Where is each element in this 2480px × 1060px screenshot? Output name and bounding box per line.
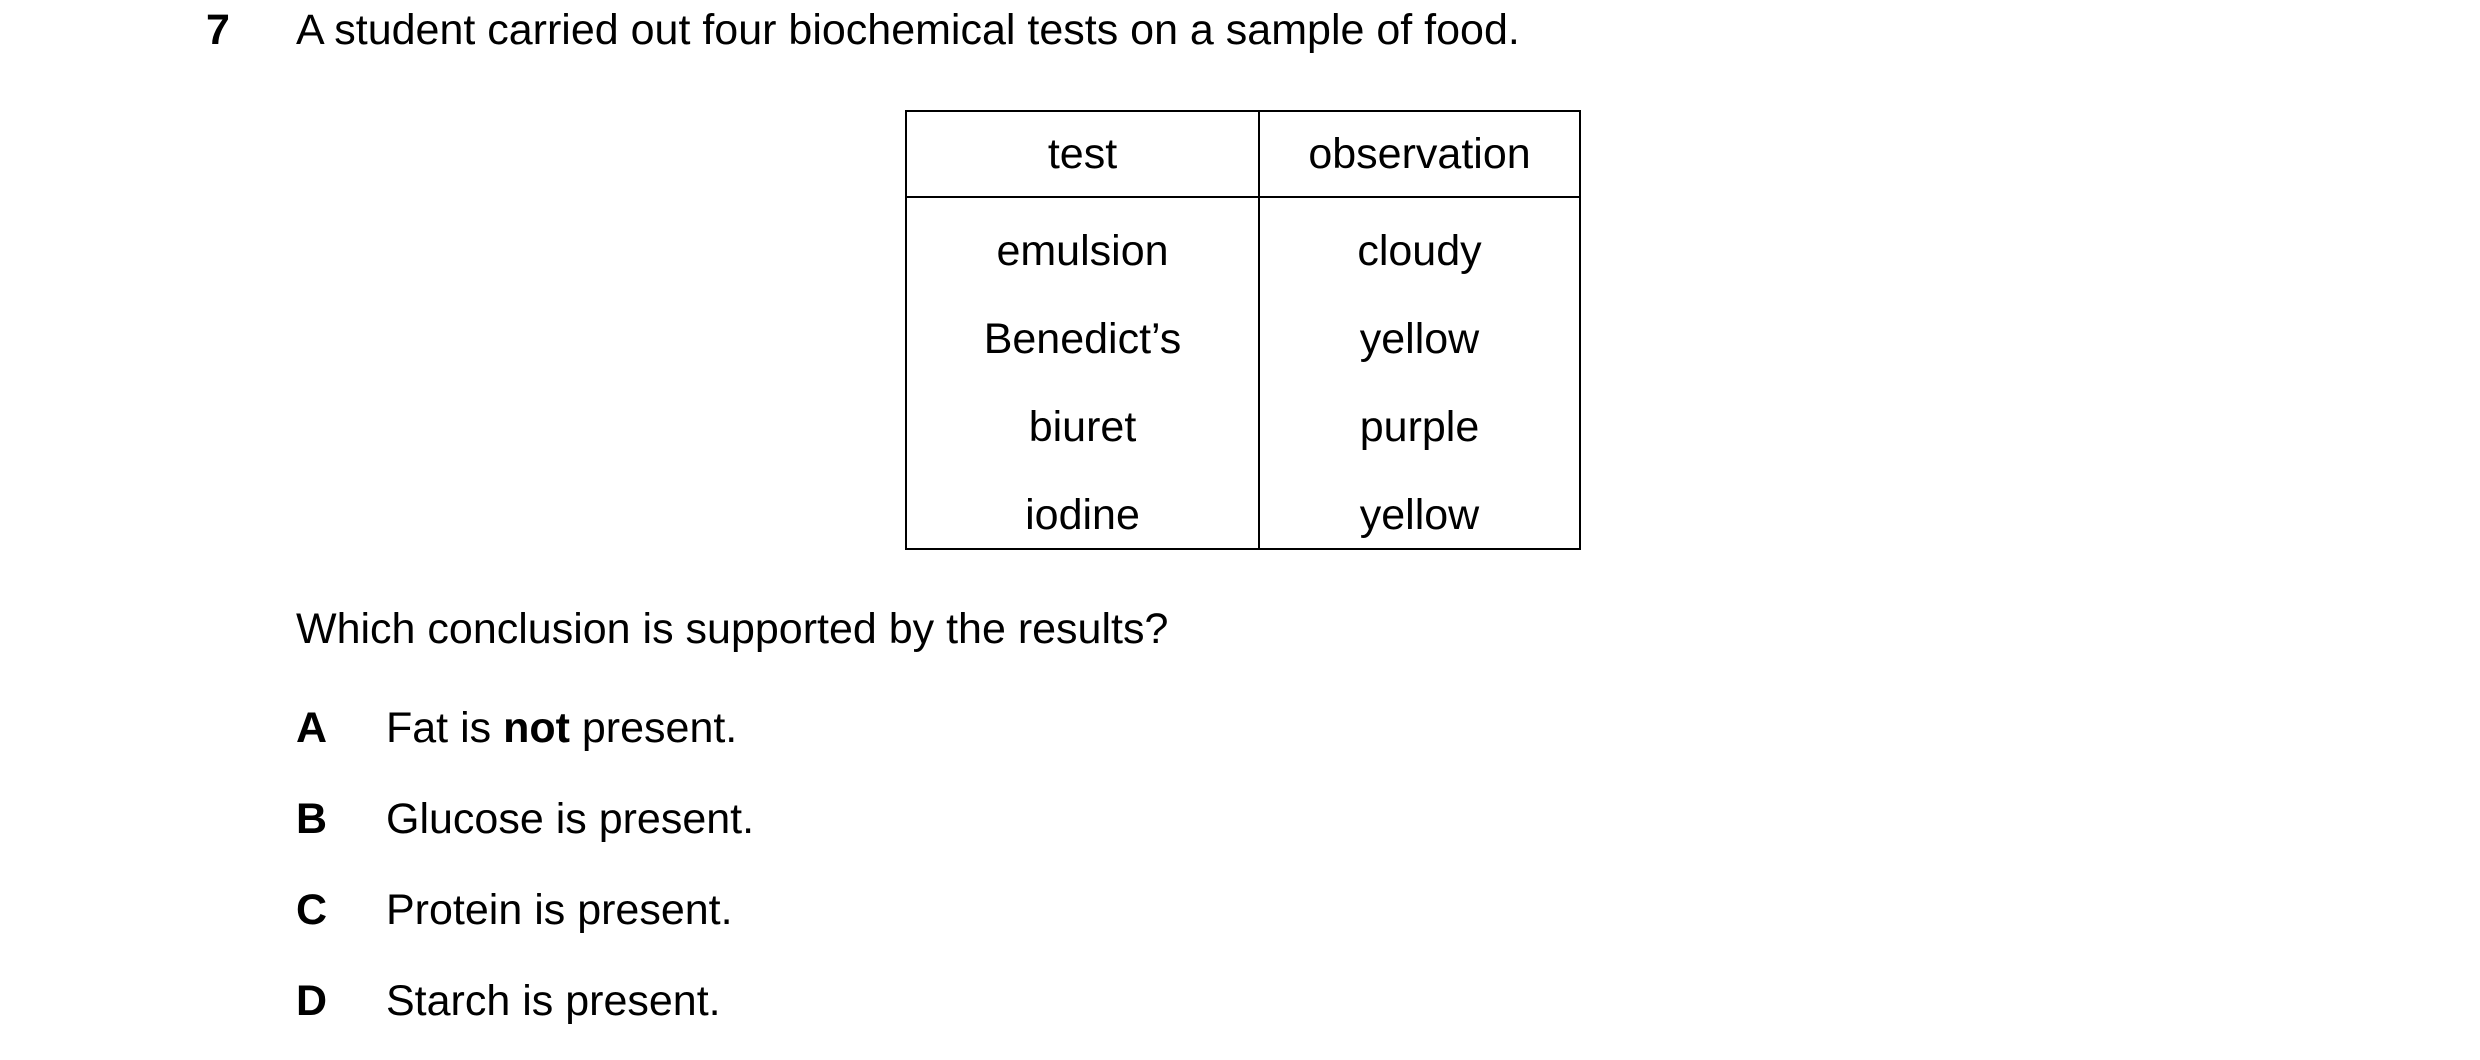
option-text: Starch is present. <box>386 977 721 1025</box>
question-number: 7 <box>206 6 230 54</box>
table-cell-test: iodine <box>1025 491 1140 539</box>
emphasis-not: not <box>503 704 570 752</box>
option-letter: B <box>296 795 328 843</box>
table-cell-test: Benedict’s <box>983 315 1182 363</box>
option-letter: C <box>296 886 328 934</box>
option-text: Fat is not present. <box>386 704 738 752</box>
header-divider <box>907 196 1579 198</box>
option-letter: D <box>296 977 328 1025</box>
table-cell-test: emulsion <box>996 227 1169 275</box>
table-cell-observation: yellow <box>1359 491 1480 539</box>
table-cell-test: biuret <box>1028 403 1137 451</box>
option-c[interactable] <box>296 885 733 935</box>
option-text: Protein is present. <box>386 886 733 934</box>
table-cell-observation: yellow <box>1359 315 1480 363</box>
table-header-test: test <box>1047 130 1118 178</box>
option-b[interactable] <box>296 794 754 844</box>
results-table <box>905 110 1581 550</box>
option-a[interactable] <box>296 703 737 753</box>
question-prompt: Which conclusion is supported by the results? <box>296 605 1169 653</box>
table-cell-observation: purple <box>1359 403 1480 451</box>
question-stem: A student carried out four biochemical tests on a sample of food. <box>296 6 1520 54</box>
table-cell-observation: cloudy <box>1357 227 1482 275</box>
table-header-observation: observation <box>1308 130 1531 178</box>
option-letter: A <box>296 704 328 752</box>
option-d[interactable] <box>296 976 721 1026</box>
option-text: Glucose is present. <box>386 795 755 843</box>
